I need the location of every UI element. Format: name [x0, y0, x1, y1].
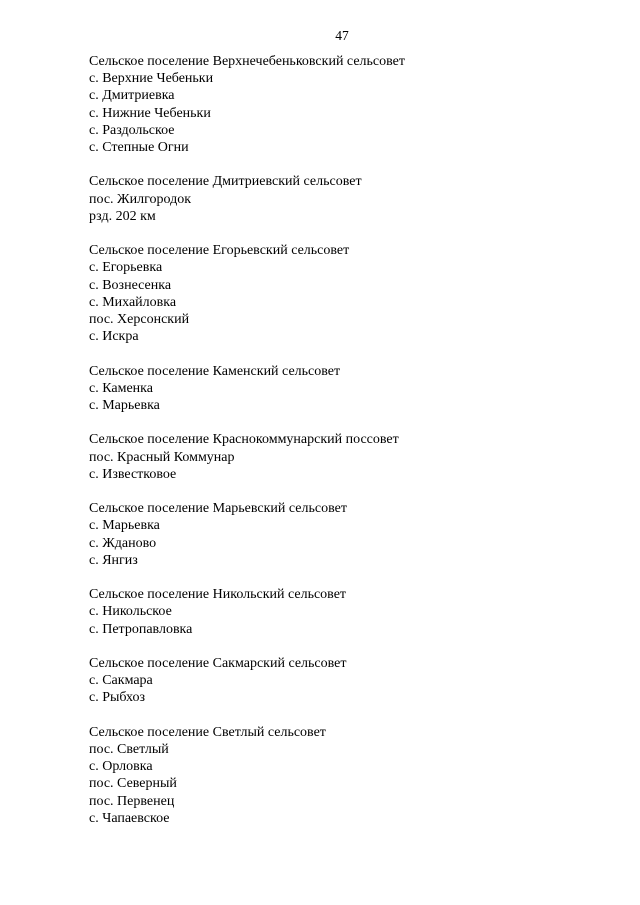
settlement-item: с. Раздольское	[89, 122, 175, 138]
settlement-item: пос. Северный	[89, 776, 177, 792]
section-header: Сельское поселение Краснокоммунарский поссовет	[89, 432, 399, 448]
section	[89, 431, 609, 483]
section-header: Сельское поселение Сакмарский сельсовет	[89, 656, 347, 671]
section	[89, 724, 609, 827]
settlement-item: с. Каменка	[89, 380, 153, 396]
section	[89, 363, 609, 415]
settlement-item: с. Вознесенка	[89, 277, 172, 293]
settlement-item: с. Марьевка	[89, 518, 160, 534]
settlement-item: с. Янгиз	[89, 552, 138, 568]
settlement-item: пос. Красный Коммунар	[89, 449, 235, 465]
settlement-item: с. Михайловка	[89, 294, 177, 310]
settlement-item: с. Орловка	[89, 759, 153, 775]
section-header: Сельское поселение Марьевский сельсовет	[89, 501, 347, 517]
settlement-item: с. Петропавловка	[89, 621, 193, 637]
settlement-item: с. Степные Огни	[89, 140, 189, 156]
settlement-item: с. Дмитриевка	[89, 88, 175, 104]
settlement-item: с. Верхние Чебеньки	[89, 71, 214, 87]
settlement-item: с. Марьевка	[89, 398, 160, 414]
page-number: 47	[335, 28, 349, 43]
settlement-item: с. Известковое	[89, 466, 177, 482]
section	[89, 53, 609, 156]
settlement-item: пос. Первенец	[89, 793, 175, 809]
section-header: Сельское поселение Никольский сельсовет	[89, 587, 347, 603]
section-header: Сельское поселение Светлый сельсовет	[89, 724, 326, 740]
section-header: Сельское поселение Каменский сельсовет	[89, 363, 341, 379]
section-header: Сельское поселение Егорьевский сельсовет	[89, 243, 350, 259]
section-header: Сельское поселение Верхнечебеньковский сельсовет	[89, 54, 405, 69]
settlement-item: с. Чапаевское	[89, 810, 170, 826]
settlement-item: пос. Жилгородок	[89, 191, 191, 207]
section	[89, 655, 609, 707]
section-header: Сельское поселение Дмитриевский сельсовет	[89, 174, 362, 190]
settlement-item: с. Искра	[89, 329, 139, 345]
section	[89, 242, 609, 345]
settlement-item: с. Нижние Чебеньки	[89, 105, 211, 121]
settlement-item: с. Рыбхоз	[89, 690, 145, 706]
settlement-item: с. Жданово	[89, 535, 157, 551]
settlement-item: с. Никольское	[89, 604, 172, 620]
settlement-item: пос. Херсонский	[89, 312, 190, 328]
document-body	[89, 53, 609, 844]
section	[89, 173, 609, 225]
settlement-item: пос. Светлый	[89, 742, 169, 757]
settlement-item: с. Егорьевка	[89, 260, 163, 276]
section	[89, 500, 609, 569]
section	[89, 586, 609, 638]
settlement-item: с. Сакмара	[89, 673, 153, 689]
settlement-item: рзд. 202 км	[89, 208, 156, 224]
